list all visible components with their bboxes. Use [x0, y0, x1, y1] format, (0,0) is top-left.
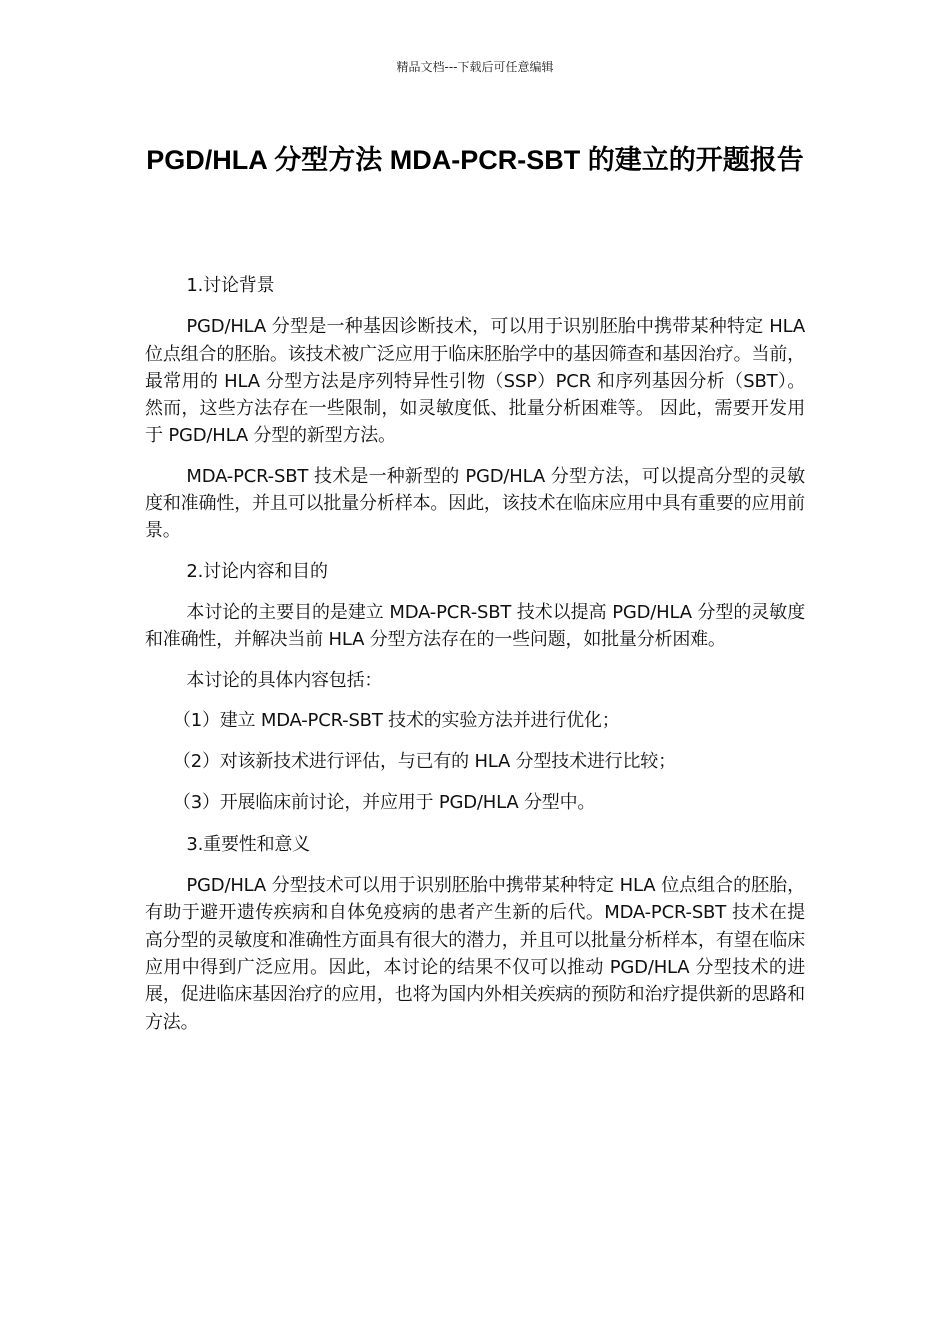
- paragraph-background-technique: MDA-PCR-SBT 技术是一种新型的 PGD/HLA 分型方法，可以提高分型的灵敏度和准确性，并且可以批量分析样本。因此，该技术在临床应用中具有重要的应用前景。: [145, 465, 805, 542]
- page-header: 精品文档---下载后可任意编辑: [396, 60, 554, 74]
- section-heading-significance: 3.重要性和意义: [186, 833, 310, 855]
- paragraph-significance: PGD/HLA 分型技术可以用于识别胚胎中携带某种特定 HLA 位点组合的胚胎，有助于避开遗传疾病和自体免疫病的患者产生新的后代。MDA-PCR-SBT 技术在提高分型的灵敏度和准确性方面具有很大的潜力，并且可以批量分析样本，有望在临床应用中得到广泛应用。因此，本讨论的结果不仅可以推动 PGD/HLA 分型技术的进展，促进临床基因治疗的应用，也将为国内外相关疾病的预防和治疗提供新的思路和方法。: [145, 875, 805, 1033]
- section-heading-background: 1.讨论背景: [186, 275, 275, 296]
- section-heading-content: 2.讨论内容和目的: [186, 560, 328, 582]
- paragraph-content-intro: 本讨论的具体内容包括：: [186, 669, 383, 691]
- paragraph-background-intro: PGD/HLA 分型是一种基因诊断技术，可以用于识别胚胎中携带某种特定 HLA 位点组合的胚胎。该技术被广泛应用于临床胚胎学中的基因筛查和基因治疗。当前，最常用的 HLA 分型方法是序列特异性引物（SSP）PCR 和序列基因分析（SBT）。然而，这些方法存在一些限制，如灵敏度低、批量分析困难等。 因此，需要开发用于 PGD/HLA 分型的新型方法。: [145, 316, 805, 447]
- document-title: PGD/HLA 分型方法 MDA-PCR-SBT 的建立的开题报告: [146, 145, 804, 175]
- document-body: [145, 272, 805, 1049]
- list-item: （1）建立 MDA-PCR-SBT 技术的实验方法并进行优化；: [172, 709, 620, 731]
- list-item: （2）对该新技术进行评估，与已有的 HLA 分型技术进行比较；: [172, 751, 676, 773]
- paragraph-content-purpose: 本讨论的主要目的是建立 MDA-PCR-SBT 技术以提高 PGD/HLA 分型的灵敏度和准确性，并解决当前 HLA 分型方法存在的一些问题，如批量分析困难。: [145, 601, 805, 651]
- list-item: （3）开展临床前讨论，并应用于 PGD/HLA 分型中。: [172, 792, 596, 814]
